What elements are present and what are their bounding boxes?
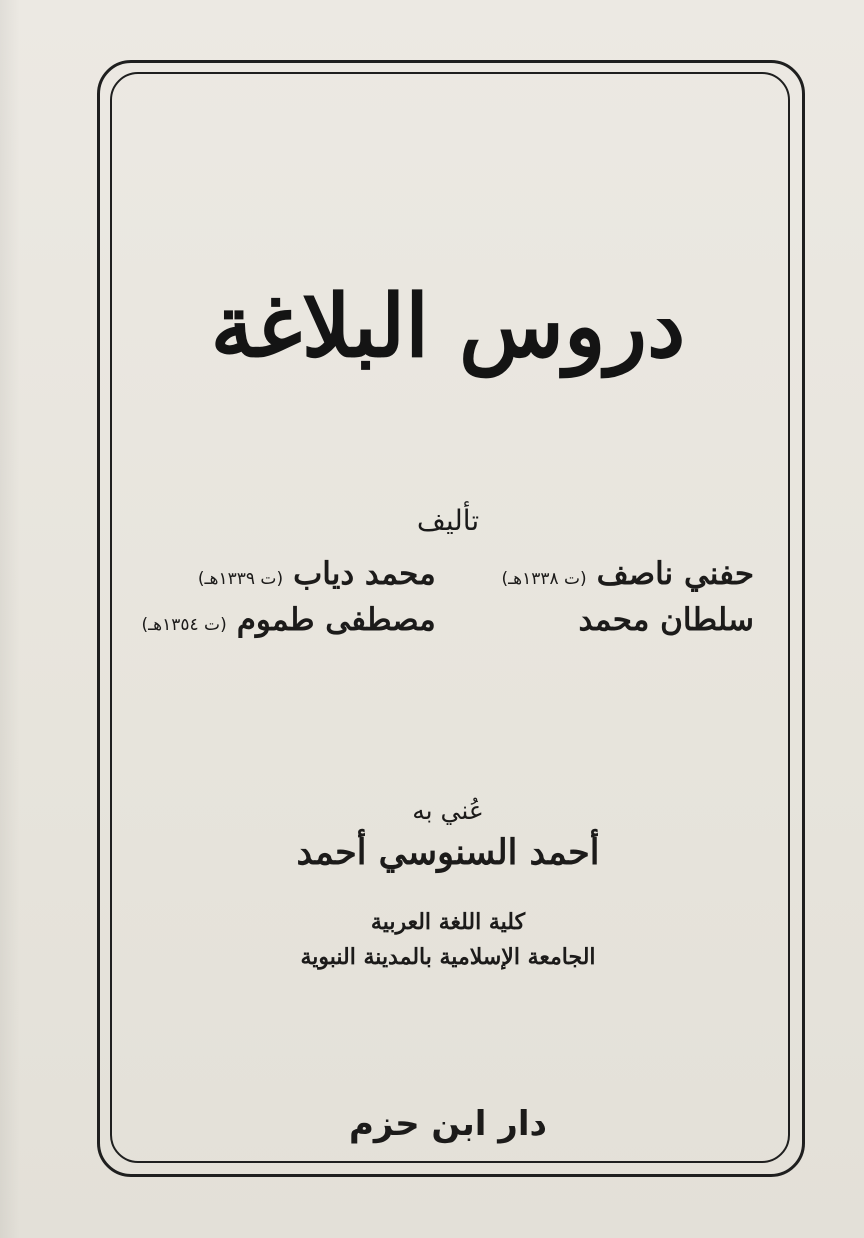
editor-name: أحمد السنوسي أحمد (296, 832, 600, 873)
author-name: محمد دياب (293, 556, 436, 592)
authored-by-label: تأليف (416, 504, 480, 537)
author-entry (460, 602, 754, 638)
page-edge-shadow (0, 0, 20, 1238)
book-title: دروس البلاغة (210, 276, 686, 377)
author-entry (142, 556, 436, 592)
author-name: حفني ناصف (596, 556, 754, 592)
editor-label: عُني به (412, 796, 484, 825)
author-death-date: (ت ١٣٥٤هـ) (141, 615, 227, 635)
authors-row-1 (142, 556, 754, 602)
author-name: سلطان محمد (578, 602, 754, 638)
author-death-date: (ت ١٣٣٨هـ) (501, 569, 587, 589)
author-entry (142, 602, 436, 638)
author-entry (460, 556, 754, 592)
publisher-name: دار ابن حزم (349, 1104, 547, 1144)
affiliation-university: الجامعة الإسلامية بالمدينة النبوية (300, 944, 596, 970)
authors-row-2 (142, 602, 754, 648)
author-death-date: (ت ١٣٣٩هـ) (197, 569, 284, 589)
title-page-content (112, 74, 784, 1157)
authors-block (142, 556, 754, 648)
author-name: مصطفى طموم (236, 602, 436, 638)
affiliation-college: كلية اللغة العربية (370, 909, 526, 935)
